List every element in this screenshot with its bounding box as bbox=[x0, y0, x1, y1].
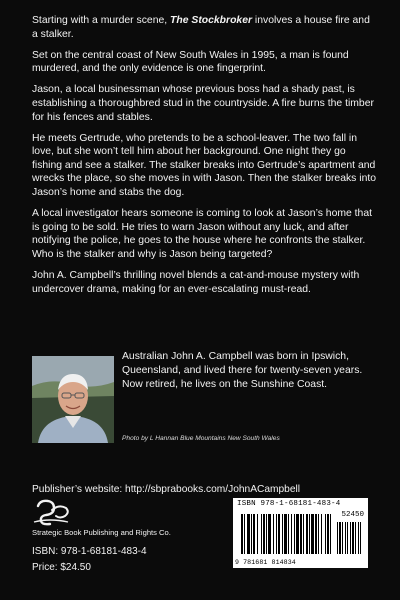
barcode-addon-bar bbox=[352, 522, 354, 554]
barcode-addon-bar bbox=[337, 522, 338, 554]
barcode-addon-bar bbox=[360, 522, 361, 554]
barcode-isbn: ISBN 978-1-68181-483-4 bbox=[237, 500, 341, 508]
barcode-bar bbox=[251, 514, 252, 554]
barcode-addon-bar bbox=[345, 522, 346, 554]
barcode-bar bbox=[268, 514, 271, 554]
barcode-bar bbox=[294, 514, 295, 554]
blurb-paragraph-2: Set on the central coast of New South Wales in 1995, a man is found murdered, and the only evidence is one fingerprint. bbox=[32, 49, 349, 75]
barcode bbox=[233, 498, 368, 568]
barcode-bar bbox=[247, 514, 250, 554]
barcode-bar bbox=[311, 514, 314, 554]
blurb-paragraph-5: A local investigator hears someone is coming to look at Jason’s home that is going to be sold. He tries to warn Jason without any luck, and after notifying the police, he goes to the house where he confronts the stalker. Who is the stalker and why is Jason being targeted? bbox=[32, 208, 372, 260]
barcode-addon-bar bbox=[342, 522, 343, 554]
barcode-bar bbox=[263, 514, 265, 554]
barcode-bar bbox=[276, 514, 277, 554]
barcode-bar bbox=[244, 514, 245, 554]
barcode-bar bbox=[325, 514, 326, 554]
barcode-bar bbox=[288, 514, 289, 554]
barcode-addon-bar bbox=[355, 522, 356, 554]
publisher-name: Strategic Book Publishing and Rights Co. bbox=[32, 528, 171, 537]
barcode-bar bbox=[330, 514, 331, 554]
barcode-bar bbox=[291, 514, 292, 554]
barcode-bar bbox=[296, 514, 299, 554]
barcode-price-code: 52450 bbox=[341, 511, 364, 519]
barcode-bar bbox=[300, 514, 302, 554]
blurb-paragraph-1: Starting with a murder scene, The Stockbroker involves a house fire and a stalker. bbox=[32, 15, 370, 40]
barcode-addon-bar bbox=[347, 522, 348, 554]
photo-credit: Photo by L Hannan Blue Mountains New South Wales bbox=[122, 435, 280, 442]
barcode-bars bbox=[239, 510, 363, 558]
barcode-bar bbox=[253, 514, 255, 554]
author-portrait-icon bbox=[32, 356, 114, 443]
barcode-bar bbox=[318, 514, 319, 554]
barcode-bar bbox=[321, 514, 322, 554]
book-title: The Stockbroker bbox=[170, 15, 253, 26]
publisher-website: Publisher’s website: http://sbprabooks.com/JohnACampbell bbox=[32, 484, 301, 495]
book-blurb bbox=[32, 14, 377, 304]
barcode-bar bbox=[257, 514, 258, 554]
barcode-bar bbox=[327, 514, 329, 554]
isbn-label: ISBN: 978-1-68181-483-4 bbox=[32, 546, 147, 557]
barcode-digits: 9 781681 814834 bbox=[235, 559, 296, 566]
barcode-bar bbox=[309, 514, 310, 554]
barcode-bar bbox=[266, 514, 267, 554]
barcode-addon-bar bbox=[339, 522, 341, 554]
publisher-logo-icon bbox=[32, 498, 72, 526]
barcode-bar bbox=[282, 514, 283, 554]
barcode-bar bbox=[278, 514, 280, 554]
author-bio: Australian John A. Campbell was born in Ipswich, Queensland, and lived there for twenty-seven years. Now retired, he lives on the Sunshine Coast. bbox=[122, 351, 363, 390]
barcode-bar bbox=[241, 514, 243, 554]
barcode-bar bbox=[303, 514, 304, 554]
blurb-paragraph-6: John A. Campbell’s thrilling novel blends a cat-and-mouse mystery with undercover drama, making for an ever-escalating must-read. bbox=[32, 270, 360, 295]
barcode-addon-bar bbox=[358, 522, 359, 554]
barcode-bar bbox=[273, 514, 274, 554]
barcode-addon-bar bbox=[350, 522, 351, 554]
barcode-bar bbox=[284, 514, 287, 554]
barcode-bar bbox=[261, 514, 262, 554]
price-label: Price: $24.50 bbox=[32, 562, 91, 573]
blurb-paragraph-3: Jason, a local businessman whose previous boss had a shady past, is establishing a thoroughbred stud in the countryside. A fire burns the timber for his fences and stables. bbox=[32, 84, 374, 123]
barcode-bar bbox=[306, 514, 308, 554]
barcode-bar bbox=[315, 514, 317, 554]
author-photo bbox=[32, 356, 114, 443]
blurb-paragraph-4: He meets Gertrude, who pretends to be a school-leaver. The two fall in love, but she won’t tell him about her background. One night they go fishing and see a stalker. The stalker breaks into Gertrude’s apartment and wrecks the place, so she moves in with Jason. Then the stalker breaks into Jason’s home and stabs the dog. bbox=[32, 132, 377, 199]
